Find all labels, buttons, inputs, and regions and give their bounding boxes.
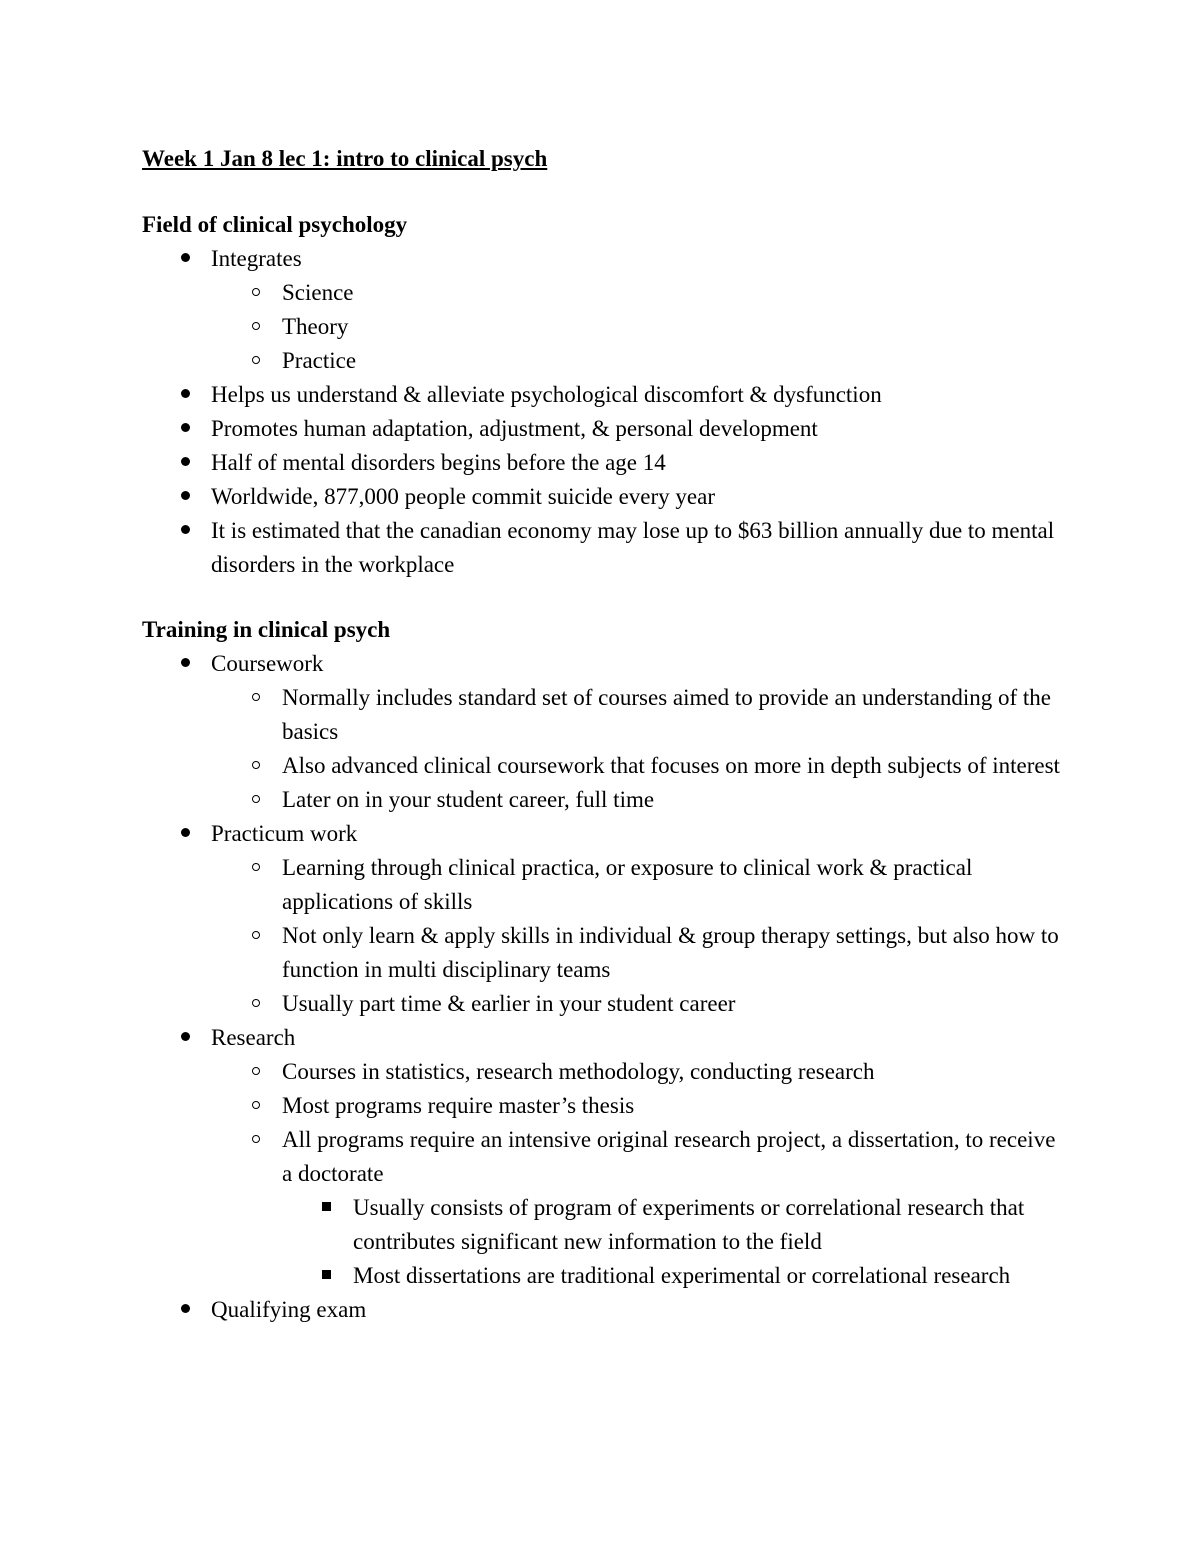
square-bullet-icon bbox=[316, 1259, 336, 1293]
list-item bbox=[0, 851, 1062, 919]
filled-bullet-icon bbox=[175, 446, 195, 480]
list-item bbox=[0, 1293, 1061, 1327]
square-bullet-icon bbox=[316, 1191, 336, 1225]
list-item-text: Usually part time & earlier in your student career bbox=[282, 991, 736, 1016]
list-item-text: Research bbox=[211, 1025, 296, 1050]
list-item-text: Practice bbox=[282, 348, 357, 373]
filled-bullet-icon bbox=[175, 378, 195, 412]
bullet-list-field bbox=[0, 242, 1200, 582]
hollow-bullet-icon bbox=[246, 783, 266, 817]
hollow-bullet-icon bbox=[246, 681, 266, 715]
list-item-text: Helps us understand & alleviate psychological discomfort & dysfunction bbox=[211, 382, 882, 407]
filled-bullet-icon bbox=[175, 1293, 195, 1327]
list-item-text: Most programs require master’s thesis bbox=[282, 1093, 635, 1118]
list-item-text: It is estimated that the canadian economy may lose up to $63 billion annually due to mental disorders in the workplace bbox=[211, 518, 1055, 577]
filled-bullet-icon bbox=[175, 242, 195, 276]
list-item bbox=[0, 1021, 1061, 1055]
list-item bbox=[0, 378, 1061, 412]
list-item bbox=[0, 1259, 1063, 1293]
filled-bullet-icon bbox=[175, 1021, 195, 1055]
list-item bbox=[0, 242, 1061, 276]
hollow-bullet-icon bbox=[246, 1089, 266, 1123]
list-item bbox=[0, 1123, 1062, 1191]
hollow-bullet-icon bbox=[246, 749, 266, 783]
bullet-list-training bbox=[0, 647, 1200, 1327]
list-item bbox=[0, 480, 1061, 514]
filled-bullet-icon bbox=[175, 412, 195, 446]
list-item bbox=[0, 919, 1062, 987]
list-item bbox=[0, 514, 1061, 582]
list-item bbox=[0, 1191, 1063, 1259]
filled-bullet-icon bbox=[175, 480, 195, 514]
hollow-bullet-icon bbox=[246, 1123, 266, 1157]
hollow-bullet-icon bbox=[246, 987, 266, 1021]
hollow-bullet-icon bbox=[246, 276, 266, 310]
list-item-text: Courses in statistics, research methodology, conducting research bbox=[282, 1059, 875, 1084]
list-item-text: Normally includes standard set of courses aimed to provide an understanding of the basics bbox=[282, 685, 1052, 744]
list-item bbox=[0, 344, 1062, 378]
list-item-text: All programs require an intensive original research project, a dissertation, to receive a doctorate bbox=[282, 1127, 1056, 1186]
list-item bbox=[0, 749, 1062, 783]
hollow-bullet-icon bbox=[246, 344, 266, 378]
filled-bullet-icon bbox=[175, 817, 195, 851]
list-item bbox=[0, 310, 1062, 344]
hollow-bullet-icon bbox=[246, 310, 266, 344]
list-item-text: Half of mental disorders begins before the age 14 bbox=[211, 450, 666, 475]
list-item-text: Not only learn & apply skills in individual & group therapy settings, but also how to function in multi disciplinary teams bbox=[282, 923, 1059, 982]
list-item bbox=[0, 1055, 1062, 1089]
list-item-text: Usually consists of program of experiments or correlational research that contributes significant new information to the field bbox=[353, 1195, 1025, 1254]
section-heading-field: Field of clinical psychology bbox=[142, 212, 408, 237]
list-item-text: Learning through clinical practica, or exposure to clinical work & practical applications of skills bbox=[282, 855, 973, 914]
list-item bbox=[0, 412, 1061, 446]
list-item bbox=[0, 783, 1062, 817]
list-item-text: Worldwide, 877,000 people commit suicide every year bbox=[211, 484, 716, 509]
hollow-bullet-icon bbox=[246, 1055, 266, 1089]
list-item bbox=[0, 681, 1062, 749]
list-item-text: Promotes human adaptation, adjustment, & personal development bbox=[211, 416, 818, 441]
list-item bbox=[0, 276, 1062, 310]
page-title: Week 1 Jan 8 lec 1: intro to clinical psych bbox=[142, 146, 548, 171]
list-item-text: Science bbox=[282, 280, 354, 305]
list-item-text: Coursework bbox=[211, 651, 324, 676]
filled-bullet-icon bbox=[175, 514, 195, 548]
list-item-text: Qualifying exam bbox=[211, 1297, 367, 1322]
list-item-text: Also advanced clinical coursework that focuses on more in depth subjects of interest bbox=[282, 753, 1060, 778]
list-item-text: Integrates bbox=[211, 246, 302, 271]
list-item bbox=[0, 1089, 1062, 1123]
list-item bbox=[0, 987, 1062, 1021]
list-item-text: Theory bbox=[282, 314, 349, 339]
list-item-text: Later on in your student career, full time bbox=[282, 787, 655, 812]
list-item bbox=[0, 647, 1061, 681]
filled-bullet-icon bbox=[175, 647, 195, 681]
list-item bbox=[0, 817, 1061, 851]
list-item bbox=[0, 446, 1061, 480]
list-item-text: Most dissertations are traditional experimental or correlational research bbox=[353, 1263, 1011, 1288]
hollow-bullet-icon bbox=[246, 851, 266, 885]
list-item-text: Practicum work bbox=[211, 821, 358, 846]
section-heading-training: Training in clinical psych bbox=[142, 617, 391, 642]
hollow-bullet-icon bbox=[246, 919, 266, 953]
